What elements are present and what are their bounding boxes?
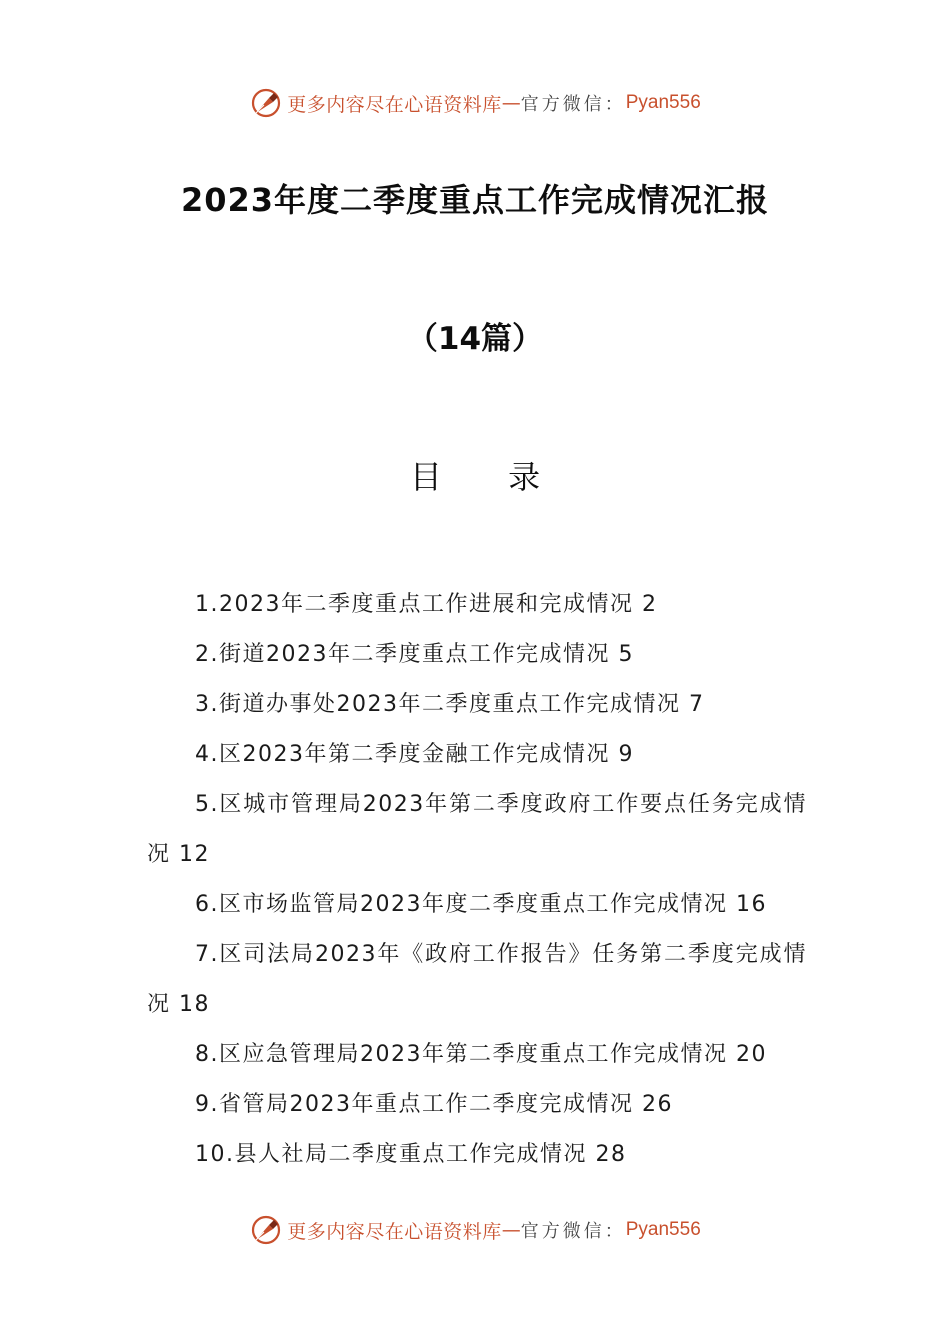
banner-dash: — xyxy=(501,92,521,114)
document-title: 2023年度二季度重点工作完成情况汇报 xyxy=(180,181,770,219)
banner-wechat-label: 官方微信： xyxy=(520,94,626,115)
toc-item[interactable]: 7.区司法局2023年《政府工作报告》任务第二季度完成情况 18 xyxy=(147,942,807,1017)
banner-wechat-id: Pyan556 xyxy=(625,1219,701,1240)
toc-item[interactable]: 1.2023年二季度重点工作进展和完成情况 2 xyxy=(195,592,658,617)
toc-item[interactable]: 2.街道2023年二季度重点工作完成情况 5 xyxy=(195,642,634,667)
toc-item[interactable]: 4.区2023年第二季度金融工作完成情况 9 xyxy=(195,742,634,767)
toc-item[interactable]: 3.街道办事处2023年二季度重点工作完成情况 7 xyxy=(195,692,705,717)
toc-heading: 目 录 xyxy=(409,458,569,496)
pen-nib-logo-icon xyxy=(249,86,283,120)
banner-wechat-id: Pyan556 xyxy=(625,92,701,113)
banner-slogan: 更多内容尽在心语资料库 xyxy=(287,93,502,116)
toc-item[interactable]: 5.区城市管理局2023年第二季度政府工作要点任务完成情况 12 xyxy=(147,792,807,867)
header-banner xyxy=(0,83,950,123)
toc-item[interactable]: 6.区市场监管局2023年度二季度重点工作完成情况 16 xyxy=(195,892,767,917)
pen-nib-logo-icon xyxy=(249,1213,283,1247)
document-subtitle: （14篇） xyxy=(406,321,544,357)
footer-banner xyxy=(0,1210,950,1250)
banner-dash: — xyxy=(501,1219,521,1241)
toc-item[interactable]: 8.区应急管理局2023年第二季度重点工作完成情况 20 xyxy=(195,1042,767,1067)
table-of-contents xyxy=(147,580,807,1180)
banner-wechat-label: 官方微信： xyxy=(520,1221,626,1242)
toc-item[interactable]: 9.省管局2023年重点工作二季度完成情况 26 xyxy=(195,1092,673,1117)
banner-slogan: 更多内容尽在心语资料库 xyxy=(287,1220,502,1243)
toc-item[interactable]: 10.县人社局二季度重点工作完成情况 28 xyxy=(195,1142,627,1167)
